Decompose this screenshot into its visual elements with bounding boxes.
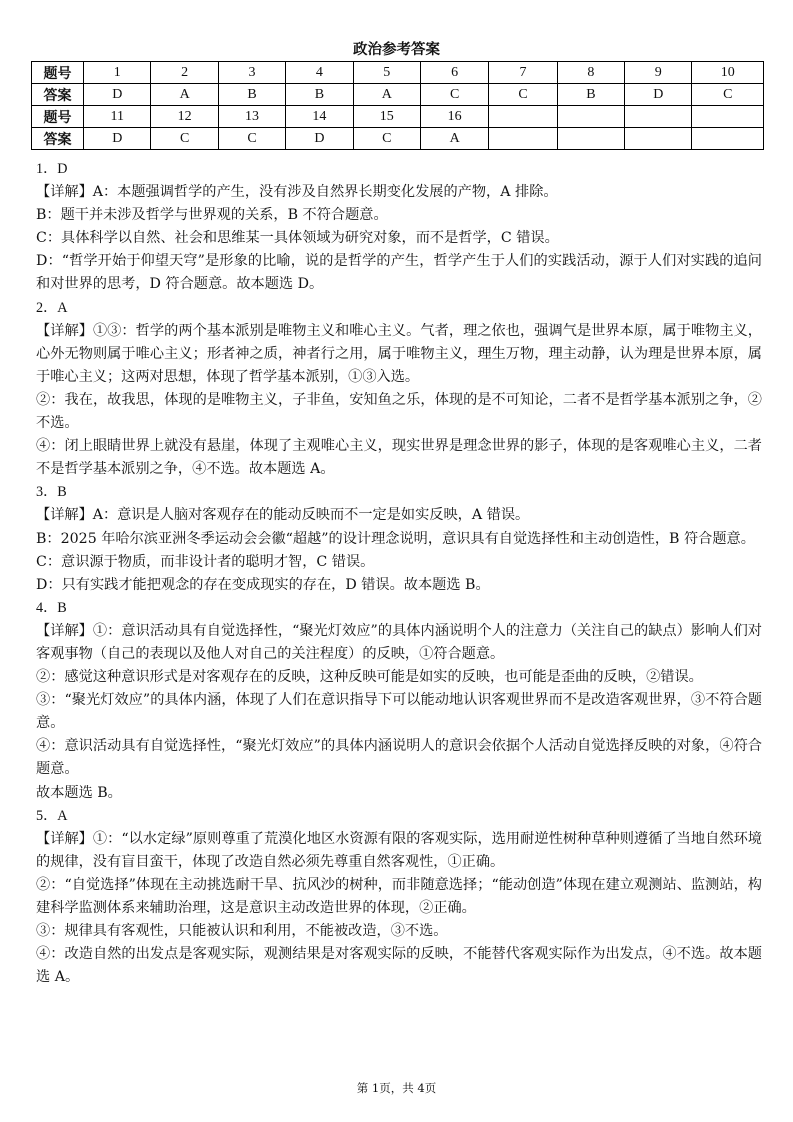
table-cell: C [692, 84, 764, 106]
table-cell: 7 [489, 62, 557, 84]
question-number: 2．A [36, 299, 68, 316]
table-cell [692, 106, 764, 128]
question-number: 5．A [36, 807, 68, 824]
table-cell: 2 [151, 62, 218, 84]
table-cell: 14 [286, 106, 353, 128]
table-row [32, 84, 764, 106]
table-cell: 12 [151, 106, 218, 128]
explanation-paragraph: ②：我在，故我思，体现的是唯物主义，子非鱼，安知鱼之乐，体现的是不可知论，二者不是哲学基本派别之争，②不选。 [36, 391, 762, 432]
table-cell: C [420, 84, 488, 106]
explanation-paragraph: ③：“聚光灯效应”的具体内涵，体现了人们在意识指导下可以能动地认识客观世界而不是改造客观世界，③不符合题意。 [36, 692, 762, 732]
table-cell: 5 [353, 62, 420, 84]
explanation-paragraph: 【详解】A：意识是人脑对客观存在的能动反映而不一定是如实反映，A 错误。 [36, 507, 530, 524]
explanation-paragraph: 【详解】①：意识活动具有自觉选择性，“聚光灯效应”的具体内涵说明个人的注意力（关注自己的缺点）影响人们对客观事物（自己的表现以及他人对自己的关注程度）的反映，①符合题意。 [36, 622, 762, 662]
table-cell: 11 [84, 106, 151, 128]
explanation-paragraph: ②：“自觉选择”体现在主动挑选耐干旱、抗风沙的树种，而非随意选择；“能动创造”体现在建立观测站、监测站，构建科学监测体系来辅助治理，这是意识主动改造世界的体现，②正确。 [36, 876, 762, 916]
explanation-paragraph: ②：感觉这种意识形式是对客观存在的反映，这种反映可能是如实的反映，也可能是歪曲的反映，②错误。 [36, 669, 703, 686]
row-header: 答案 [32, 84, 84, 106]
table-cell: C [151, 128, 218, 150]
table-cell: 8 [557, 62, 624, 84]
table-cell: 6 [420, 62, 488, 84]
table-cell [557, 128, 624, 150]
table-cell: A [151, 84, 218, 106]
table-cell: C [218, 128, 285, 150]
table-cell: D [84, 84, 151, 106]
table-row [32, 106, 764, 128]
explanation-paragraph: ④：闭上眼睛世界上就没有悬崖，体现了主观唯心主义，现实世界是理念世界的影子，体现的是客观唯心主义，二者不是哲学基本派别之争，④不选。故本题选 A。 [36, 438, 762, 478]
table-cell [489, 106, 557, 128]
table-cell: 10 [692, 62, 764, 84]
table-cell: 9 [625, 62, 692, 84]
table-cell: 15 [353, 106, 420, 128]
table-cell: D [84, 128, 151, 150]
explanation-paragraph: 【详解】①③：哲学的两个基本派别是唯物主义和唯心主义。气者，理之依也，强调气是世界本原，属于唯物主义，心外无物则属于唯心主义；形者神之质，神者行之用，属于唯物主义，理生万物，理主动静，认为理是世界本原，属于唯心主义；这两对思想，体现了哲学基本派别，①③入选。 [36, 322, 762, 385]
answer-table [31, 61, 764, 150]
explanation-paragraph: 【详解】①：“以水定绿”原则尊重了荒漠化地区水资源有限的客观实际，选用耐逆性树种草种则遵循了当地自然环境的规律，没有盲目蛮干，体现了改造自然必须先尊重自然客观性，①正确。 [36, 830, 762, 870]
table-cell: B [557, 84, 624, 106]
table-row [32, 128, 764, 150]
table-cell: 1 [84, 62, 151, 84]
table-cell: 13 [218, 106, 285, 128]
explanation-paragraph: B：题干并未涉及哲学与世界观的关系，B 不符合题意。 [36, 207, 388, 224]
table-cell: B [218, 84, 285, 106]
table-cell [692, 128, 764, 150]
explanation-paragraph: 故本题选 B。 [36, 784, 122, 801]
explanation-paragraph: D：“哲学开始于仰望天穹”是形象的比喻，说的是哲学的产生，哲学产生于人们的实践活动，源于人们对实践的追问和对世界的思考，D 符合题意。故本题选 D。 [36, 253, 762, 293]
table-cell: A [353, 84, 420, 106]
table-cell [489, 128, 557, 150]
table-cell: A [420, 128, 488, 150]
explanation-paragraph: ④：改造自然的出发点是客观实际，观测结果是对客观实际的反映，不能替代客观实际作为出发点，④不选。故本题选 A。 [36, 946, 762, 986]
page-title: 政治参考答案 [353, 42, 440, 58]
explanation-paragraph: 【详解】A：本题强调哲学的产生，没有涉及自然界长期变化发展的产物，A 排除。 [36, 184, 558, 201]
explanation-paragraph: C：具体科学以自然、社会和思维某一具体领域为研究对象，而不是哲学，C 错误。 [36, 230, 559, 247]
row-header: 题号 [32, 62, 84, 84]
question-number: 3．B [36, 484, 67, 501]
question-number: 1．D [36, 161, 68, 177]
table-cell: C [353, 128, 420, 150]
explanation-paragraph: D：只有实践才能把观念的存在变成现实的存在，D 错误。故本题选 B。 [36, 576, 490, 593]
table-cell: C [489, 84, 557, 106]
row-header: 答案 [32, 128, 84, 150]
table-cell: D [286, 128, 353, 150]
table-cell: 16 [420, 106, 488, 128]
table-cell [625, 128, 692, 150]
table-cell [625, 106, 692, 128]
table-cell: B [286, 84, 353, 106]
table-cell: 3 [218, 62, 285, 84]
explanation-paragraph: B：2025 年哈尔滨亚洲冬季运动会会徽“超越”的设计理念说明，意识具有自觉选择性和主动创造性，B 符合题意。 [36, 530, 755, 547]
table-cell [557, 106, 624, 128]
table-row [32, 62, 764, 84]
explanation-paragraph: C：意识源于物质，而非设计者的聪明才智，C 错误。 [36, 553, 375, 570]
question-number: 4．B [36, 599, 67, 616]
page-footer: 第 1页，共 4页 [356, 1081, 437, 1095]
table-cell: 4 [286, 62, 353, 84]
explanation-paragraph: ④：意识活动具有自觉选择性，“聚光灯效应”的具体内涵说明人的意识会依据个人活动自觉选择反映的对象，④符合题意。 [36, 738, 762, 778]
row-header: 题号 [32, 106, 84, 128]
table-cell: D [625, 84, 692, 106]
explanation-paragraph: ③：规律具有客观性，只能被认识和利用，不能被改造，③不选。 [36, 923, 448, 940]
answer-explanations [36, 158, 762, 989]
